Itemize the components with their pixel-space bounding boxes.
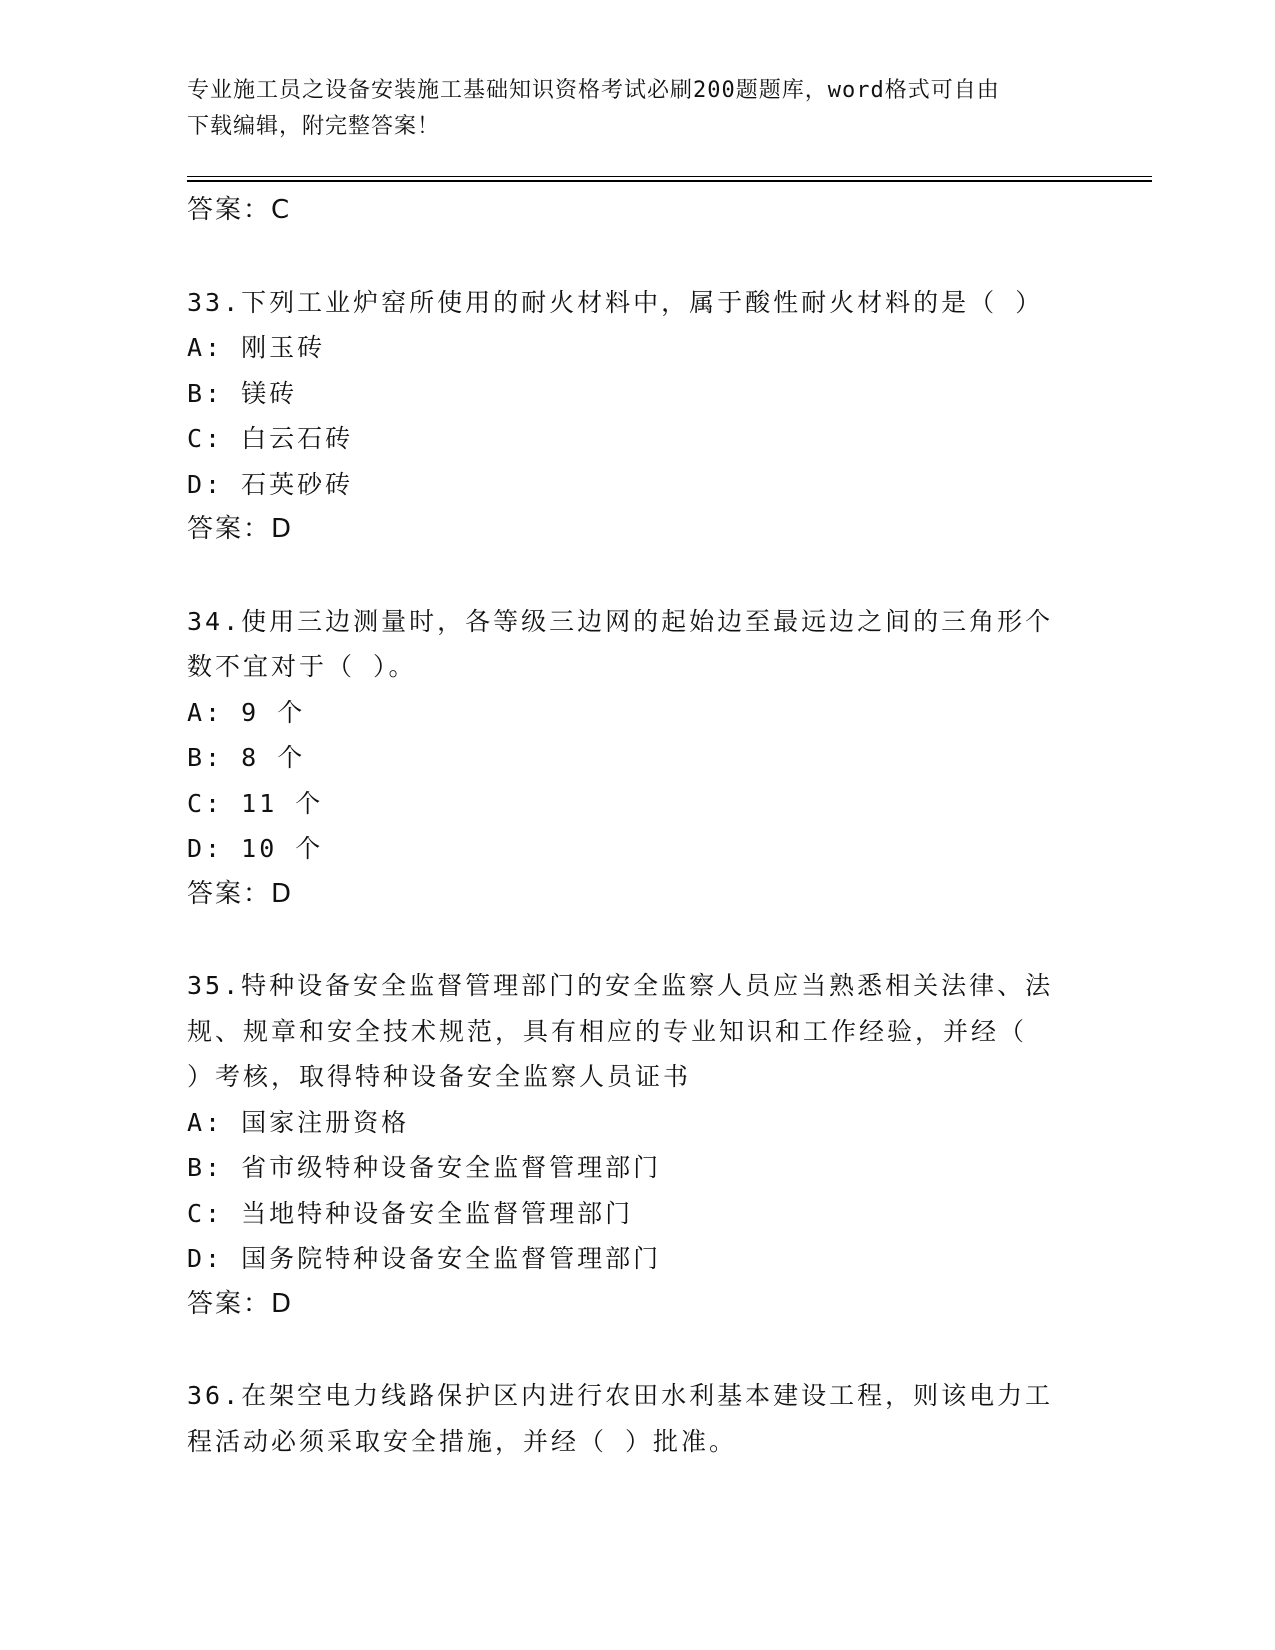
question-34 — [187, 599, 1087, 918]
previous-answer: 答案：C — [187, 195, 292, 225]
spacer — [187, 917, 1087, 963]
option-b: B: 省市级特种设备安全监督管理部门 — [187, 1153, 662, 1182]
question-text: 数不宜对于（ ）。 — [187, 652, 417, 681]
question-text: 35.特种设备安全监督管理部门的安全监察人员应当熟悉相关法律、法 — [187, 971, 1054, 1000]
header-line-2: 下载编辑，附完整答案！ — [187, 114, 441, 139]
answer: 答案：D — [187, 514, 294, 544]
question-text: 程活动必须采取安全措施，并经（ ）批准。 — [187, 1426, 738, 1456]
option-d: D: 石英砂砖 — [187, 469, 354, 499]
question-text: ）考核，取得特种设备安全监察人员证书 — [187, 1062, 692, 1091]
document-header — [187, 73, 1067, 145]
answer: 答案：D — [187, 1288, 294, 1319]
option-b: B: 8 个 — [187, 743, 306, 772]
question-text: 34.使用三边测量时，各等级三边网的起始边至最远边之间的三角形个 — [187, 606, 1054, 636]
option-c: C: 当地特种设备安全监督管理部门 — [187, 1198, 634, 1228]
option-d: D: 10 个 — [187, 834, 324, 863]
option-d: D: 国务院特种设备安全监督管理部门 — [187, 1244, 662, 1273]
option-a: A: 国家注册资格 — [187, 1107, 410, 1137]
option-a: A: 9 个 — [187, 697, 306, 727]
spacer — [187, 1327, 1087, 1373]
header-divider-thin — [187, 176, 1152, 177]
question-text: 规、规章和安全技术规范，具有相应的专业知识和工作经验，并经（ — [187, 1016, 1028, 1046]
header-divider-thick — [187, 180, 1152, 182]
question-list — [187, 188, 1087, 1464]
option-c: C: 白云石砖 — [187, 424, 354, 453]
spacer — [187, 553, 1087, 599]
option-b: B: 镁砖 — [187, 378, 298, 408]
header-line-1: 专业施工员之设备安装施工基础知识资格考试必刷200题题库，word格式可自由 — [187, 78, 1000, 103]
spacer — [187, 234, 1087, 280]
question-35 — [187, 963, 1087, 1327]
option-c: C: 11 个 — [187, 788, 324, 818]
option-a: A: 刚玉砖 — [187, 333, 326, 362]
question-36 — [187, 1373, 1087, 1464]
question-text: 36.在架空电力线路保护区内进行农田水利基本建设工程，则该电力工 — [187, 1381, 1054, 1410]
question-text: 33.下列工业炉窑所使用的耐火材料中，属于酸性耐火材料的是（ ） — [187, 287, 1044, 317]
answer: 答案：D — [187, 878, 294, 909]
question-33 — [187, 280, 1087, 553]
